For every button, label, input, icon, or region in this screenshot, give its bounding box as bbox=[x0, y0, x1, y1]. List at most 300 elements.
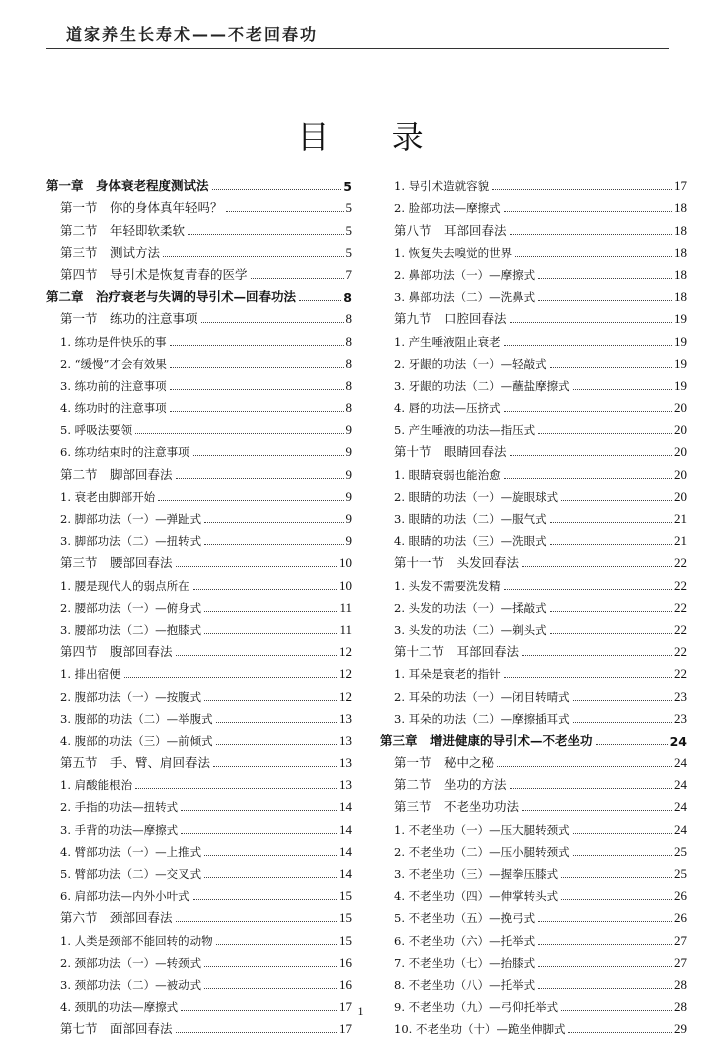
toc-entry-item[interactable] bbox=[46, 727, 352, 749]
dot-leader bbox=[504, 677, 672, 678]
toc-entry-item[interactable] bbox=[380, 594, 687, 616]
toc-entry-item[interactable] bbox=[46, 616, 352, 638]
toc-entry-section[interactable] bbox=[46, 460, 352, 482]
dot-leader bbox=[181, 810, 337, 811]
toc-entry-page: 24 bbox=[674, 755, 687, 771]
toc-entry-item[interactable] bbox=[380, 971, 687, 993]
toc-entry-item[interactable] bbox=[380, 416, 687, 438]
dot-leader bbox=[522, 655, 672, 656]
toc-entry-page: 10 bbox=[339, 577, 352, 593]
toc-entry-label: 5. 产生唾液的功法—指压式 bbox=[394, 423, 536, 438]
dot-leader bbox=[188, 234, 343, 235]
dot-leader bbox=[538, 988, 672, 989]
toc-entry-item[interactable] bbox=[380, 372, 687, 394]
toc-entry-label: 7. 不老坐功（七）—抬膝式 bbox=[394, 955, 536, 970]
toc-entry-section[interactable] bbox=[380, 438, 687, 460]
toc-entry-item[interactable] bbox=[46, 882, 352, 904]
toc-entry-label: 1. 不老坐功（一）—压大腿转颈式 bbox=[394, 822, 570, 837]
toc-entry-label: 1. 眼睛衰弱也能治愈 bbox=[394, 467, 501, 482]
dot-leader bbox=[163, 256, 343, 257]
toc-entry-page: 22 bbox=[674, 555, 687, 571]
toc-entry-item[interactable] bbox=[46, 860, 352, 882]
toc-entry-label: 4. 不老坐功（四）—伸掌转头式 bbox=[394, 889, 559, 904]
toc-entry-label: 2. 脸部功法—摩擦式 bbox=[394, 201, 501, 216]
toc-entry-page: 10 bbox=[339, 555, 352, 571]
toc-entry-item[interactable] bbox=[380, 949, 687, 971]
toc-entry-page: 20 bbox=[674, 488, 687, 504]
toc-entry-section[interactable] bbox=[46, 549, 352, 571]
toc-entry-label: 3. 眼睛的功法（二）—服气式 bbox=[394, 512, 547, 526]
toc-entry-item[interactable] bbox=[380, 527, 687, 549]
toc-entry-page: 23 bbox=[674, 710, 687, 726]
toc-entry-label: 2. 手指的功法—扭转式 bbox=[60, 800, 179, 815]
toc-entry-page: 22 bbox=[674, 599, 687, 615]
toc-entry-item[interactable] bbox=[46, 438, 352, 460]
toc-entry-label: 1. 排出宿便 bbox=[60, 667, 121, 682]
dot-leader bbox=[204, 522, 343, 523]
toc-entry-label: 第三节 腰部回春法 bbox=[60, 555, 173, 571]
toc-entry-page: 19 bbox=[674, 377, 687, 393]
dot-leader bbox=[135, 433, 343, 434]
toc-entry-label: 1. 耳朵是衰老的指针 bbox=[394, 667, 501, 682]
toc-entry-page: 9 bbox=[345, 488, 352, 504]
toc-entry-label: 1. 衰老由脚部开始 bbox=[60, 489, 156, 504]
toc-entry-page: 21 bbox=[674, 533, 687, 549]
toc-entry-page: 23 bbox=[674, 688, 687, 704]
toc-entry-item[interactable] bbox=[46, 838, 352, 860]
dot-leader bbox=[176, 1032, 337, 1033]
dot-leader bbox=[550, 367, 672, 368]
toc-entry-page: 5 bbox=[345, 244, 352, 260]
dot-leader bbox=[201, 322, 344, 323]
toc-entry-item[interactable] bbox=[46, 815, 352, 837]
toc-entry-item[interactable] bbox=[380, 660, 687, 682]
toc-entry-page: 12 bbox=[339, 666, 352, 682]
toc-entry-item[interactable] bbox=[46, 971, 352, 993]
dot-leader bbox=[492, 189, 672, 190]
toc-entry-item[interactable] bbox=[46, 682, 352, 704]
toc-entry-item[interactable] bbox=[380, 860, 687, 882]
toc-entry-page: 20 bbox=[674, 422, 687, 438]
toc-entry-item[interactable] bbox=[380, 815, 687, 837]
toc-entry-section[interactable] bbox=[46, 261, 352, 283]
dot-leader bbox=[504, 478, 672, 479]
toc-entry-page: 14 bbox=[339, 799, 352, 815]
dot-leader bbox=[181, 833, 337, 834]
toc-entry-chapter[interactable] bbox=[46, 172, 352, 194]
toc-entry-label: 4. 练功时的注意事项 bbox=[60, 401, 167, 416]
toc-entry-page: 14 bbox=[339, 821, 352, 837]
toc-entry-section[interactable] bbox=[380, 749, 687, 771]
toc-entry-page: 13 bbox=[339, 755, 352, 771]
dot-leader bbox=[538, 433, 672, 434]
toc-entry-label: 2. 腹部功法（一）—按腹式 bbox=[60, 689, 202, 704]
toc-entry-label: 2. 不老坐功（二）—压小腿转颈式 bbox=[394, 844, 570, 859]
dot-leader bbox=[216, 722, 337, 723]
toc-entry-page: 9 bbox=[345, 466, 352, 482]
dot-leader bbox=[550, 611, 672, 612]
dot-leader bbox=[538, 300, 672, 301]
header-rule bbox=[46, 48, 669, 49]
toc-entry-page: 24 bbox=[674, 777, 687, 793]
toc-entry-label: 3. 牙龈的功法（二）—蘸盐摩擦式 bbox=[394, 378, 570, 393]
toc-entry-page: 20 bbox=[674, 466, 687, 482]
toc-entry-page: 13 bbox=[339, 732, 352, 748]
dot-leader bbox=[504, 411, 672, 412]
toc-entry-label: 第二章 治疗衰老与失调的导引术—回春功法 bbox=[46, 289, 297, 305]
toc-entry-page: 18 bbox=[674, 222, 687, 238]
toc-entry-page: 14 bbox=[339, 866, 352, 881]
dot-leader bbox=[204, 611, 337, 612]
toc-entry-label: 1. 练功是件快乐的事 bbox=[60, 334, 167, 349]
toc-entry-label: 2. 颈部功法（一）—转颈式 bbox=[60, 955, 202, 970]
dot-leader bbox=[124, 677, 337, 678]
toc-entry-page: 9 bbox=[345, 444, 352, 460]
dot-leader bbox=[568, 1032, 672, 1033]
toc-entry-label: 第八节 耳部回春法 bbox=[394, 222, 507, 238]
toc-entry-label: 第五节 手、臂、肩回春法 bbox=[60, 755, 211, 771]
toc-entry-page: 13 bbox=[339, 777, 352, 793]
toc-entry-label: 3. 腹部的功法（二）—举腹式 bbox=[60, 711, 213, 726]
toc-entry-page: 7 bbox=[345, 266, 352, 282]
toc-entry-page: 17 bbox=[339, 999, 352, 1015]
toc-entry-item[interactable] bbox=[380, 394, 687, 416]
dot-leader bbox=[226, 211, 344, 212]
toc-entry-section[interactable] bbox=[380, 793, 687, 815]
dot-leader bbox=[510, 455, 672, 456]
toc-entry-item[interactable] bbox=[46, 327, 352, 349]
toc-entry-page: 19 bbox=[674, 311, 687, 327]
toc-entry-page: 11 bbox=[339, 599, 352, 615]
toc-entry-chapter[interactable] bbox=[46, 283, 352, 305]
toc-entry-section[interactable] bbox=[380, 305, 687, 327]
dot-leader bbox=[561, 899, 672, 900]
toc-entry-page: 22 bbox=[674, 577, 687, 593]
toc-entry-label: 5. 臂部功法（二）—交叉式 bbox=[60, 867, 202, 881]
toc-title: 目 录 bbox=[297, 118, 450, 156]
toc-entry-item[interactable] bbox=[380, 926, 687, 948]
toc-entry-page: 20 bbox=[674, 444, 687, 460]
dot-leader bbox=[176, 921, 337, 922]
toc-entry-section[interactable] bbox=[46, 239, 352, 261]
toc-entry-item[interactable] bbox=[46, 771, 352, 793]
toc-entry-item[interactable] bbox=[46, 394, 352, 416]
toc-entry-label: 6. 练功结束时的注意事项 bbox=[60, 445, 190, 460]
toc-entry-page: 8 bbox=[345, 311, 352, 327]
toc-entry-page: 8 bbox=[345, 333, 352, 349]
toc-entry-label: 2. 头发的功法（一）—揉敲式 bbox=[394, 600, 547, 615]
toc-entry-label: 第二节 脚部回春法 bbox=[60, 466, 173, 482]
toc-entry-item[interactable] bbox=[380, 882, 687, 904]
toc-entry-page: 5 bbox=[345, 222, 352, 238]
toc-entry-page: 5 bbox=[345, 200, 352, 216]
toc-entry-page: 27 bbox=[674, 954, 687, 970]
toc-entry-page: 9 bbox=[345, 533, 352, 549]
toc-entry-item[interactable] bbox=[380, 682, 687, 704]
toc-entry-label: 第三节 测试方法 bbox=[60, 244, 161, 260]
dot-leader bbox=[522, 810, 672, 811]
dot-leader bbox=[193, 899, 337, 900]
toc-entry-page: 16 bbox=[339, 954, 352, 970]
toc-entry-section[interactable] bbox=[46, 305, 352, 327]
dot-leader bbox=[504, 589, 672, 590]
dot-leader bbox=[204, 966, 337, 967]
toc-entry-page: 18 bbox=[674, 289, 687, 305]
toc-entry-item[interactable] bbox=[380, 194, 687, 216]
toc-entry-item[interactable] bbox=[380, 705, 687, 727]
toc-entry-section[interactable] bbox=[46, 216, 352, 238]
toc-entry-item[interactable] bbox=[46, 416, 352, 438]
toc-entry-label: 第一章 身体衰老程度测试法 bbox=[46, 178, 209, 194]
toc-entry-page: 8 bbox=[343, 290, 352, 306]
dot-leader bbox=[515, 256, 672, 257]
toc-entry-label: 2. 鼻部功法（一）—摩擦式 bbox=[394, 267, 536, 282]
toc-entry-item[interactable] bbox=[46, 571, 352, 593]
dot-leader bbox=[204, 544, 343, 545]
toc-entry-item[interactable] bbox=[46, 793, 352, 815]
dot-leader bbox=[538, 966, 672, 967]
toc-entry-item[interactable] bbox=[46, 527, 352, 549]
toc-entry-page: 29 bbox=[674, 1021, 687, 1037]
toc-entry-page: 18 bbox=[674, 200, 687, 216]
toc-entry-page: 15 bbox=[339, 888, 352, 904]
toc-entry-label: 2. 牙龈的功法（一）—轻敲式 bbox=[394, 356, 547, 371]
dot-leader bbox=[573, 389, 672, 390]
toc-entry-label: 1. 头发不需要洗发精 bbox=[394, 578, 501, 593]
dot-leader bbox=[176, 655, 337, 656]
toc-entry-section[interactable] bbox=[380, 549, 687, 571]
toc-entry-item[interactable] bbox=[380, 483, 687, 505]
toc-entry-label: 第十节 眼睛回春法 bbox=[394, 444, 507, 460]
toc-entry-label: 第四节 导引术是恢复青春的医学 bbox=[60, 266, 248, 282]
toc-entry-item[interactable] bbox=[380, 327, 687, 349]
toc-entry-label: 10. 不老坐功（十）—跪坐伸脚式 bbox=[394, 1022, 566, 1037]
toc-entry-item[interactable] bbox=[380, 616, 687, 638]
dot-leader bbox=[550, 544, 672, 545]
toc-entry-label: 1. 产生唾液阻止衰老 bbox=[394, 334, 501, 349]
toc-entry-label: 3. 耳朵的功法（二）—摩擦插耳式 bbox=[394, 711, 570, 726]
dot-leader bbox=[204, 877, 337, 878]
toc-entry-page: 22 bbox=[674, 621, 687, 637]
toc-entry-label: 第九节 口腔回春法 bbox=[394, 311, 507, 327]
dot-leader bbox=[170, 345, 344, 346]
toc-entry-label: 第一节 秘中之秘 bbox=[394, 755, 495, 771]
dot-leader bbox=[216, 944, 337, 945]
toc-entry-page: 11 bbox=[339, 621, 352, 637]
toc-entry-label: 5. 呼吸法要领 bbox=[60, 423, 133, 438]
toc-entry-label: 2. 眼睛的功法（一）—旋眼球式 bbox=[394, 489, 559, 504]
toc-entry-label: 第一节 练功的注意事项 bbox=[60, 311, 198, 327]
dot-leader bbox=[538, 944, 672, 945]
dot-leader bbox=[213, 766, 337, 767]
toc-entry-page: 24 bbox=[674, 821, 687, 837]
dot-leader bbox=[204, 988, 337, 989]
toc-entry-page: 27 bbox=[674, 932, 687, 948]
dot-leader bbox=[573, 700, 672, 701]
dot-leader bbox=[550, 522, 672, 523]
toc-entry-page: 15 bbox=[339, 932, 352, 948]
dot-leader bbox=[504, 211, 672, 212]
page-number: 1 bbox=[357, 1004, 364, 1018]
toc-entry-page: 19 bbox=[674, 333, 687, 349]
dot-leader bbox=[193, 455, 344, 456]
toc-entry-item[interactable] bbox=[46, 949, 352, 971]
toc-entry-page: 8 bbox=[345, 377, 352, 393]
toc-entry-page: 18 bbox=[674, 266, 687, 282]
dot-leader bbox=[176, 566, 337, 567]
toc-entry-label: 6. 肩部功法—内外小叶式 bbox=[60, 889, 190, 904]
toc-entry-page: 22 bbox=[674, 644, 687, 660]
toc-entry-page: 26 bbox=[674, 888, 687, 904]
toc-entry-label: 第六节 颈部回春法 bbox=[60, 910, 173, 926]
toc-entry-label: 第三章 增进健康的导引术—不老坐功 bbox=[380, 732, 593, 748]
toc-entry-page: 28 bbox=[674, 999, 687, 1015]
toc-entry-label: 第十一节 头发回春法 bbox=[394, 555, 520, 571]
toc-entry-label: 1. 导引术造就容貌 bbox=[394, 179, 490, 194]
toc-entry-label: 5. 不老坐功（五）—挽弓式 bbox=[394, 911, 536, 926]
toc-entry-page: 21 bbox=[674, 511, 687, 526]
dot-leader bbox=[135, 788, 337, 789]
toc-entry-label: 3. 颈部功法（二）—被动式 bbox=[60, 977, 202, 992]
toc-entry-page: 25 bbox=[674, 866, 687, 881]
toc-entry-label: 2. 腰部功法（一）—俯身式 bbox=[60, 600, 202, 615]
toc-entry-label: 2. 耳朵的功法（一）—闭目转晴式 bbox=[394, 689, 570, 704]
dot-leader bbox=[497, 766, 672, 767]
toc-entry-page: 17 bbox=[339, 1021, 352, 1037]
dot-leader bbox=[170, 411, 344, 412]
toc-entry-label: 9. 不老坐功（九）—弓仰托举式 bbox=[394, 1000, 559, 1015]
toc-entry-item[interactable] bbox=[380, 283, 687, 305]
toc-entry-item[interactable] bbox=[46, 505, 352, 527]
toc-entry-page: 25 bbox=[674, 843, 687, 859]
toc-entry-section[interactable] bbox=[380, 638, 687, 660]
toc-entry-page: 20 bbox=[674, 400, 687, 416]
toc-entry-label: 3. 手背的功法—摩擦式 bbox=[60, 822, 179, 837]
dot-leader bbox=[504, 345, 672, 346]
toc-entry-item[interactable] bbox=[46, 660, 352, 682]
toc-entry-item[interactable] bbox=[46, 594, 352, 616]
toc-entry-label: 8. 不老坐功（八）—托举式 bbox=[394, 977, 536, 992]
toc-entry-page: 19 bbox=[674, 355, 687, 371]
toc-entry-item[interactable] bbox=[380, 571, 687, 593]
dot-leader bbox=[510, 322, 672, 323]
toc-entry-item[interactable] bbox=[380, 239, 687, 261]
toc-entry-page: 12 bbox=[339, 688, 352, 704]
toc-entry-label: 3. 头发的功法（二）—剃头式 bbox=[394, 622, 547, 637]
toc-entry-item[interactable] bbox=[380, 261, 687, 283]
toc-entry-label: 4. 腹部的功法（三）—前倾式 bbox=[60, 733, 213, 748]
toc-left-column bbox=[46, 172, 352, 1037]
toc-entry-page: 13 bbox=[339, 710, 352, 726]
toc-entry-chapter[interactable] bbox=[380, 727, 687, 749]
toc-entry-label: 3. 不老坐功（三）—握拳压膝式 bbox=[394, 867, 559, 881]
dot-leader bbox=[538, 278, 672, 279]
toc-entry-page: 8 bbox=[345, 355, 352, 371]
dot-leader bbox=[212, 189, 342, 190]
toc-entry-section[interactable] bbox=[380, 216, 687, 238]
toc-entry-label: 4. 眼睛的功法（三）—洗眼式 bbox=[394, 534, 547, 549]
toc-entry-item[interactable] bbox=[46, 372, 352, 394]
toc-entry-page: 17 bbox=[674, 178, 687, 194]
toc-entry-section[interactable] bbox=[46, 749, 352, 771]
dot-leader bbox=[193, 589, 337, 590]
toc-entry-label: 2. 脚部功法（一）—弹趾式 bbox=[60, 512, 202, 526]
toc-entry-item[interactable] bbox=[46, 483, 352, 505]
toc-entry-label: 1. 恢复失去嗅觉的世界 bbox=[394, 245, 513, 260]
toc-entry-label: 第十二节 耳部回春法 bbox=[394, 644, 520, 660]
toc-entry-label: 3. 腰部功法（二）—抱膝式 bbox=[60, 622, 202, 637]
dot-leader bbox=[299, 300, 341, 301]
toc-entry-page: 22 bbox=[674, 666, 687, 682]
toc-entry-label: 6. 不老坐功（六）—托举式 bbox=[394, 933, 536, 948]
dot-leader bbox=[170, 389, 344, 390]
toc-entry-section[interactable] bbox=[380, 771, 687, 793]
toc-right-column bbox=[380, 172, 687, 1037]
toc-entry-label: 4. 臂部功法（一）—上推式 bbox=[60, 844, 202, 859]
toc-entry-label: 第二节 年轻即软柔软 bbox=[60, 222, 186, 238]
toc-entry-section[interactable] bbox=[46, 638, 352, 660]
toc-entry-label: 1. 腰是现代人的弱点所在 bbox=[60, 578, 190, 593]
dot-leader bbox=[522, 566, 672, 567]
dot-leader bbox=[573, 855, 672, 856]
toc-entry-item[interactable] bbox=[46, 705, 352, 727]
toc-entry-label: 1. 人类是颈部不能回转的动物 bbox=[60, 933, 213, 948]
toc-entry-item[interactable] bbox=[380, 904, 687, 926]
dot-leader bbox=[550, 633, 672, 634]
toc-entry-page: 26 bbox=[674, 910, 687, 926]
toc-entry-item[interactable] bbox=[380, 172, 687, 194]
toc-entry-page: 28 bbox=[674, 976, 687, 992]
dot-leader bbox=[596, 744, 668, 745]
dot-leader bbox=[561, 877, 672, 878]
dot-leader bbox=[176, 478, 344, 479]
toc-entry-item[interactable] bbox=[46, 350, 352, 372]
toc-entry-section[interactable] bbox=[46, 904, 352, 926]
toc-entry-item[interactable] bbox=[46, 926, 352, 948]
dot-leader bbox=[538, 921, 672, 922]
dot-leader bbox=[158, 500, 343, 501]
dot-leader bbox=[170, 367, 344, 368]
toc-entry-label: 4. 颈肌的功法—摩擦式 bbox=[60, 1000, 179, 1015]
dot-leader bbox=[573, 833, 672, 834]
toc-entry-page: 9 bbox=[345, 511, 352, 526]
toc-entry-page: 8 bbox=[345, 400, 352, 416]
toc-entry-item[interactable] bbox=[380, 460, 687, 482]
toc-entry-label: 第四节 腹部回春法 bbox=[60, 644, 173, 660]
toc-entry-page: 24 bbox=[669, 733, 687, 749]
toc-entry-page: 5 bbox=[343, 179, 352, 195]
toc-entry-label: 第一节 你的身体真年轻吗？ bbox=[60, 200, 223, 216]
toc-entry-label: 4. 唇的功法—压挤式 bbox=[394, 401, 501, 416]
toc-entry-page: 24 bbox=[674, 799, 687, 815]
dot-leader bbox=[510, 234, 672, 235]
toc-entry-page: 18 bbox=[674, 244, 687, 260]
toc-entry-label: 第三节 不老坐功功法 bbox=[394, 799, 520, 815]
dot-leader bbox=[510, 788, 672, 789]
toc-entry-item[interactable] bbox=[380, 838, 687, 860]
toc-entry-page: 12 bbox=[339, 644, 352, 660]
toc-entry-page: 14 bbox=[339, 843, 352, 859]
toc-entry-item[interactable] bbox=[380, 505, 687, 527]
toc-entry-label: 第七节 面部回春法 bbox=[60, 1021, 173, 1037]
toc-entry-item[interactable] bbox=[380, 350, 687, 372]
toc-entry-label: 3. 练功前的注意事项 bbox=[60, 378, 167, 393]
toc-entry-label: 3. 鼻部功法（二）—洗鼻式 bbox=[394, 290, 536, 305]
toc-entry-label: 1. 肩酸能根治 bbox=[60, 778, 133, 793]
toc-entry-label: 3. 脚部功法（二）—扭转式 bbox=[60, 534, 202, 549]
toc-entry-label: 2. “缓慢”才会有效果 bbox=[60, 356, 167, 371]
toc-entry-section[interactable] bbox=[46, 194, 352, 216]
